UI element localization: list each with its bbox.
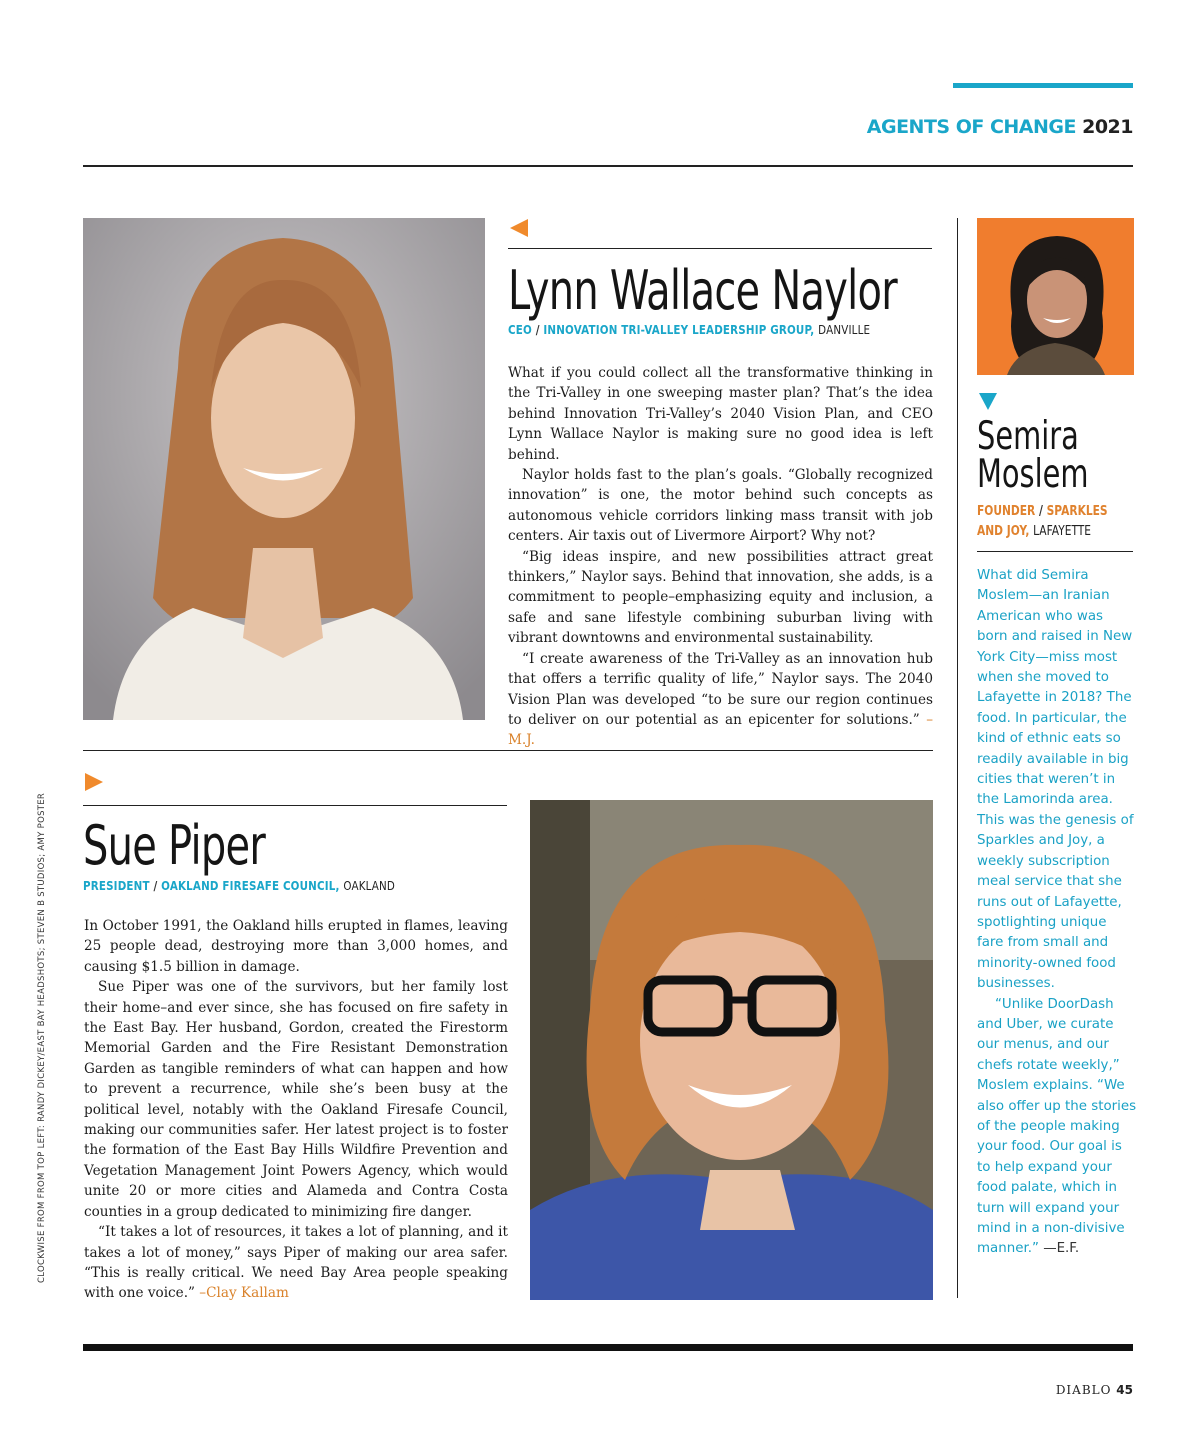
sidebar-rule [977,551,1133,552]
header-accent-bar [953,83,1133,88]
piper-city: OAKLAND [343,879,396,893]
naylor-name: Lynn Wallace Naylor [508,259,897,322]
naylor-photo [83,218,485,720]
moslem-paragraph-text: “Unlike DoorDash and Uber, we curate our menus, and our chefs rotate weekly,” Moslem explains. “We also offer up the stories of the people making your food. Our goal is to help expand your food palate, which in turn will expand your mind in a non-divisive manner.” [977,996,1137,1257]
piper-paragraph: Sue Piper was one of the survivors, but her family lost their home–and ever since, she has focused on fire safety in the East Bay. Her husband, Gordon, created the Firestorm Memorial Garden and the Fire Resistant Demonstration Garden as tangible reminders of what can happen and how to prevent a recurrence, while she’s been busy at the political level, notably with the Oakland Firesafe Council, making our communities safer. Her latest project is to foster the formation of the East Bay Hills Wildfire Prevention and Vegetation Management Joint Powers Agency, which would unite 20 or more cities and Alameda and Contra Costa counties in a group dedicated to minimizing fire danger. [84,979,508,1220]
photo-credit: CLOCKWISE FROM FROM TOP LEFT: RANDY DICKEY/EAST BAY HEADSHOTS; STEVEN B STUDIOS; AMY POSTER [37,792,47,1283]
moslem-city: LAFAYETTE [1033,524,1092,539]
piper-paragraph: In October 1991, the Oakland hills erupted in flames, leaving 25 people dead, destroying more than 3,000 homes, and causing $1.5 billion in damage. [84,918,508,975]
section-title [867,116,1133,138]
naylor-byline: –M.J. [508,711,933,749]
piper-heading-rule [83,805,507,806]
naylor-paragraph: “Big ideas inspire, and new possibilities attract great thinkers,” Naylor says. Behind that innovation, she adds, is a commitment to people–emphasizing equity and inclusion, a safe and sane lifestyle combining suburban living with vibrant downtowns and environmental sustainability. [508,548,933,647]
cyan-down-triangle-icon [979,393,997,410]
moslem-name-line2: Moslem [977,452,1089,497]
piper-paragraph-text: “It takes a lot of resources, it takes a lot of planning, and it takes a lot of money,” says Piper of making our area safer. “This is really critical. We need Bay Area people speaking with one voice.” [84,1224,508,1302]
section-divider [83,750,933,751]
footer-bar [83,1344,1133,1351]
naylor-paragraph: Naylor holds fast to the plan’s goals. “Globally recognized innovation” is one, the motor behind such concepts as autonomous vehicle corridors linking mass transit with job centers. Air taxis out of Livermore Airport? Why not? [508,467,933,545]
sidebar-divider [957,218,958,1298]
piper-photo [530,800,933,1300]
piper-paragraph-last [84,1222,508,1304]
moslem-paragraph: What did Semira Moslem—an Iranian American who was born and raised in New York City—miss most when she moved to Lafayette in 2018? The food. In particular, the kind of ethnic eats so readily available in big cities that weren’t in the Lamorinda area. This was the genesis of Sparkles and Joy, a weekly subscription meal service that she runs out of Lafayette, spotlighting unique fare from small and minority-owned food businesses. [977,568,1134,992]
page-folio [1056,1383,1133,1397]
moslem-title: FOUNDER [977,504,1036,519]
piper-name: Sue Piper [83,814,266,877]
orange-left-triangle-icon [510,219,528,237]
moslem-paragraph-last [977,995,1137,1260]
naylor-article [508,363,933,751]
piper-article [84,916,508,1304]
page-number: 45 [1116,1383,1133,1397]
naylor-paragraph-last [508,649,933,751]
naylor-paragraph-text: “I create awareness of the Tri-Valley as an innovation hub that offers a terrific quality of life,” Naylor says. The 2040 Vision Plan was developed “to be sure our region continues to deliver on our potential as an epicenter for solutions.” [508,650,933,728]
section-label: AGENTS OF CHANGE [866,116,1076,138]
moslem-name [977,414,1089,497]
orange-right-triangle-icon [85,773,103,791]
piper-org: OAKLAND FIRESAFE COUNCIL, [161,879,340,893]
moslem-byline: —E.F. [1043,1241,1080,1257]
naylor-title: CEO [508,323,532,337]
naylor-org: INNOVATION TRI-VALLEY LEADERSHIP GROUP, [543,323,815,337]
moslem-role: FOUNDER / SPARKLES AND JOY, LAFAYETTE [977,504,1108,539]
naylor-paragraph: What if you could collect all the transformative thinking in the Tri-Valley in one sweeping master plan? That’s the idea behind Innovation Tri-Valley’s 2040 Vision Plan, and CEO Lynn Wallace Naylor is making sure no good idea is left behind. [508,365,933,463]
moslem-photo [977,218,1134,375]
naylor-heading-rule [508,248,932,249]
header-rule [83,165,1133,167]
magazine-name: DIABLO [1055,1383,1112,1397]
naylor-city: DANVILLE [818,323,871,337]
moslem-org: SPARKLES AND JOY, [977,504,1108,539]
piper-role: PRESIDENT / OAKLAND FIRESAFE COUNCIL, OAKLAND [83,879,396,893]
naylor-role: CEO / INNOVATION TRI-VALLEY LEADERSHIP GROUP, DANVILLE [508,323,871,337]
moslem-article [977,566,1137,1260]
piper-title: PRESIDENT [83,879,150,893]
section-year: 2021 [1082,116,1133,138]
piper-byline: –Clay Kallam [199,1285,289,1302]
moslem-name-line1: Semira [977,414,1079,459]
